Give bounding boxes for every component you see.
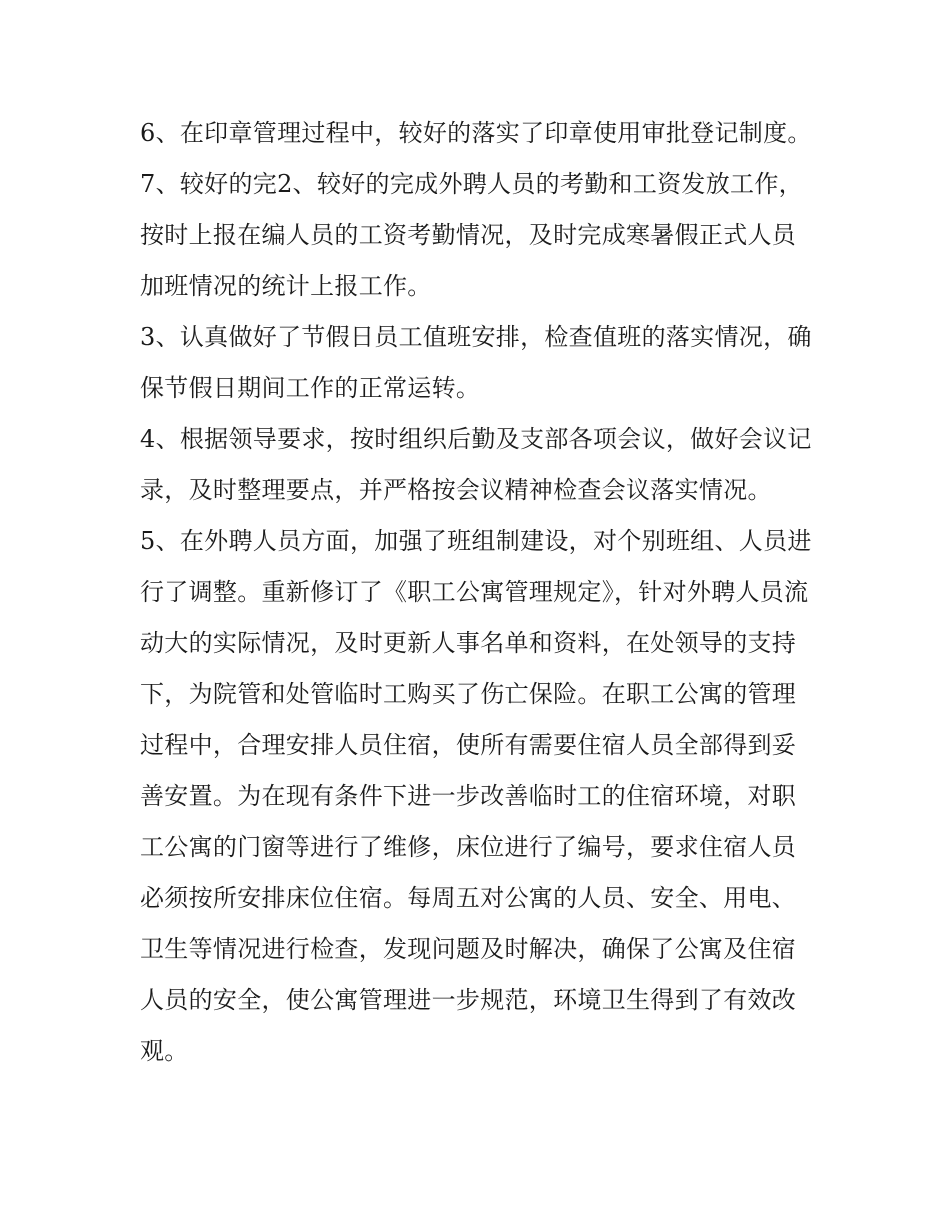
document-body: [140, 108, 816, 1077]
paragraph-item-5: 5、在外聘人员方面，加强了班组制建设，对个别班组、人员进行了调整。重新修订了《职工公寓管理规定》，针对外聘人员流动大的实际情况，及时更新人事名单和资料，在处领导的支持下，为院管和处管临时工购买了伤亡保险。在职工公寓的管理过程中，合理安排人员住宿，使所有需要住宿人员全部得到妥善安置。为在现有条件下进一步改善临时工的住宿环境，对职工公寓的门窗等进行了维修，床位进行了编号，要求住宿人员必须按所安排床位住宿。每周五对公寓的人员、安全、用电、卫生等情况进行检查，发现问题及时解决，确保了公寓及住宿人员的安全，使公寓管理进一步规范，环境卫生得到了有效改观。: [140, 527, 812, 1065]
paragraph-item-4: 4、根据领导要求，按时组织后勤及支部各项会议，做好会议记录，及时整理要点，并严格按会议精神检查会议落实情况。: [140, 425, 812, 504]
paragraph-item-7: 7、较好的完2、较好的完成外聘人员的考勤和工资发放工作，按时上报在编人员的工资考勤情况，及时完成寒暑假正式人员加班情况的统计上报工作。: [140, 170, 803, 300]
paragraph-item-3: 3、认真做好了节假日员工值班安排，检查值班的落实情况，确保节假日期间工作的正常运转。: [140, 323, 812, 402]
paragraph-item-6: 6、在印章管理过程中，较好的落实了印章使用审批登记制度。: [140, 119, 812, 147]
